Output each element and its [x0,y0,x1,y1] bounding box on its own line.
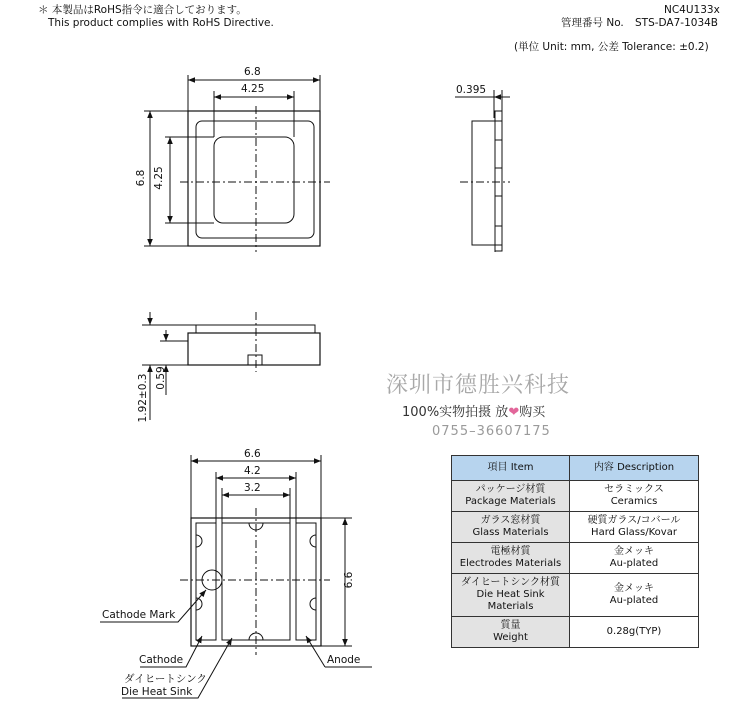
label-heat-sink-jp: ダイヒートシンク [124,673,207,685]
control-number: STS-DA7-1034B [635,17,719,29]
dim-top-inner-width: 4.25 [241,83,265,95]
heart-icon: ❤ [508,405,520,420]
table-cell-item: パッケージ材質 Package Materials [452,481,570,512]
dim-bottom-mid-width: 4.2 [244,465,261,477]
units-tolerance: (単位 Unit: mm, 公差 Tolerance: ±0.2) [514,41,709,53]
table-header-row [452,456,699,481]
table-header-item: 項目 Item [452,456,570,481]
watermark-phone: 0755–36607175 [432,424,551,439]
dim-base-height: 0.59 [155,366,167,390]
model-number: NC4U133x [664,4,720,16]
table-row [452,481,699,512]
table-cell-item: 質量 Weight [452,617,570,648]
table-cell-description: 金メッキ Au-plated [570,543,699,574]
rohs-note-en: This product complies with RoHS Directive. [48,17,274,29]
table-header-description: 内容 Description [570,456,699,481]
dim-top-inner-height: 4.25 [153,166,165,190]
control-number-label: 管理番号 No. [561,17,624,29]
label-cathode: Cathode [139,654,184,666]
dim-bottom-height: 6.6 [343,571,355,589]
table-cell-description: 0.28g(TYP) [570,617,699,648]
label-cathode-mark: Cathode Mark [102,609,176,621]
rohs-note-jp: ＊ 本製品はRoHS指令に適合しております。 [38,4,247,16]
table-cell-description: 金メッキ Au-plated [570,574,699,617]
watermark-slogan: 100%实物拍摄 放❤购买 [402,405,546,420]
table-row [452,617,699,648]
materials-table [451,455,699,648]
front-view [142,312,320,420]
side-view [455,90,510,252]
table-row [452,574,699,617]
watermark-company: 深圳市德胜兴科技 [386,373,571,398]
dim-top-outer-height: 6.8 [135,169,147,187]
dim-top-outer-width: 6.8 [244,66,261,78]
label-anode: Anode [327,654,361,666]
dim-total-height: 1.92±0.3 [137,373,149,423]
table-cell-item: 電極材質 Electrodes Materials [452,543,570,574]
table-cell-description: 硬質ガラス/コバール Hard Glass/Kovar [570,512,699,543]
table-cell-description: セラミックス Ceramics [570,481,699,512]
table-row [452,512,699,543]
dim-bottom-inner-width: 3.2 [244,482,261,494]
table-cell-item: ダイヒートシンク材質 Die Heat Sink Materials [452,574,570,617]
dim-side-thickness: 0.395 [456,84,487,96]
table-cell-item: ガラス窓材質 Glass Materials [452,512,570,543]
label-heat-sink-en: Die Heat Sink [121,686,193,698]
dim-bottom-outer-width: 6.6 [244,448,261,460]
table-row [452,543,699,574]
top-view [144,75,330,252]
